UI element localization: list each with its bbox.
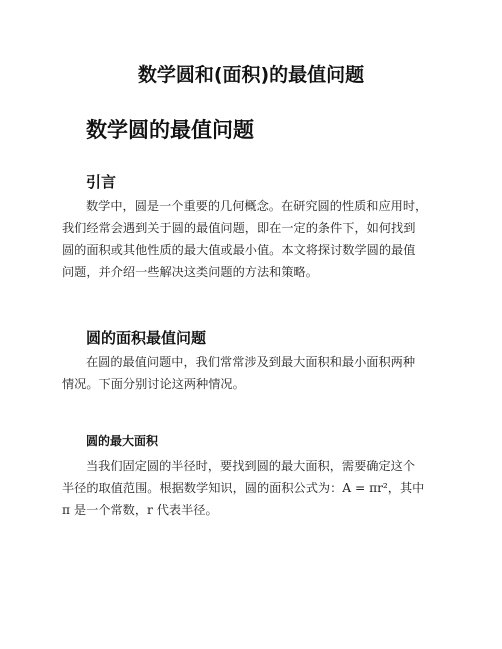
paragraph-line: 情况。下面分别讨论这两种情况。	[62, 377, 245, 391]
paragraph-line: 问题，并介绍一些解决这类问题的方法和策略。	[62, 265, 318, 279]
document-title: 数学圆和(面积)的最值问题	[137, 64, 365, 86]
paragraph-line: π 是一个常数，r 代表半径。	[62, 503, 218, 517]
section-heading-intro: 引言	[86, 173, 117, 191]
section-heading-area: 圆的面积最值问题	[86, 329, 207, 347]
section-area-paragraph	[62, 351, 446, 395]
section-heading-max-area: 圆的最大面积	[86, 434, 159, 448]
main-heading: 数学圆的最值问题	[86, 118, 254, 142]
paragraph-line: 当我们固定圆的半径时，要找到圆的最大面积，需要确定这个	[86, 459, 416, 473]
paragraph-line: 数学中，圆是一个重要的几何概念。在研究圆的性质和应用时，	[86, 199, 428, 213]
paragraph-line: 半径的取值范围。根据数学知识，圆的面积公式为：A = πr²，其中	[62, 481, 425, 495]
paragraph-line: 圆的面积或其他性质的最大值或最小值。本文将探讨数学圆的最值	[62, 243, 416, 257]
paragraph-line: 在圆的最值问题中，我们常常涉及到最大面积和最小面积两种	[86, 355, 416, 369]
section-intro-paragraph	[62, 195, 446, 283]
section-max-area-paragraph	[62, 455, 446, 521]
paragraph-line: 我们经常会遇到关于圆的最值问题，即在一定的条件下，如何找到	[62, 221, 416, 235]
